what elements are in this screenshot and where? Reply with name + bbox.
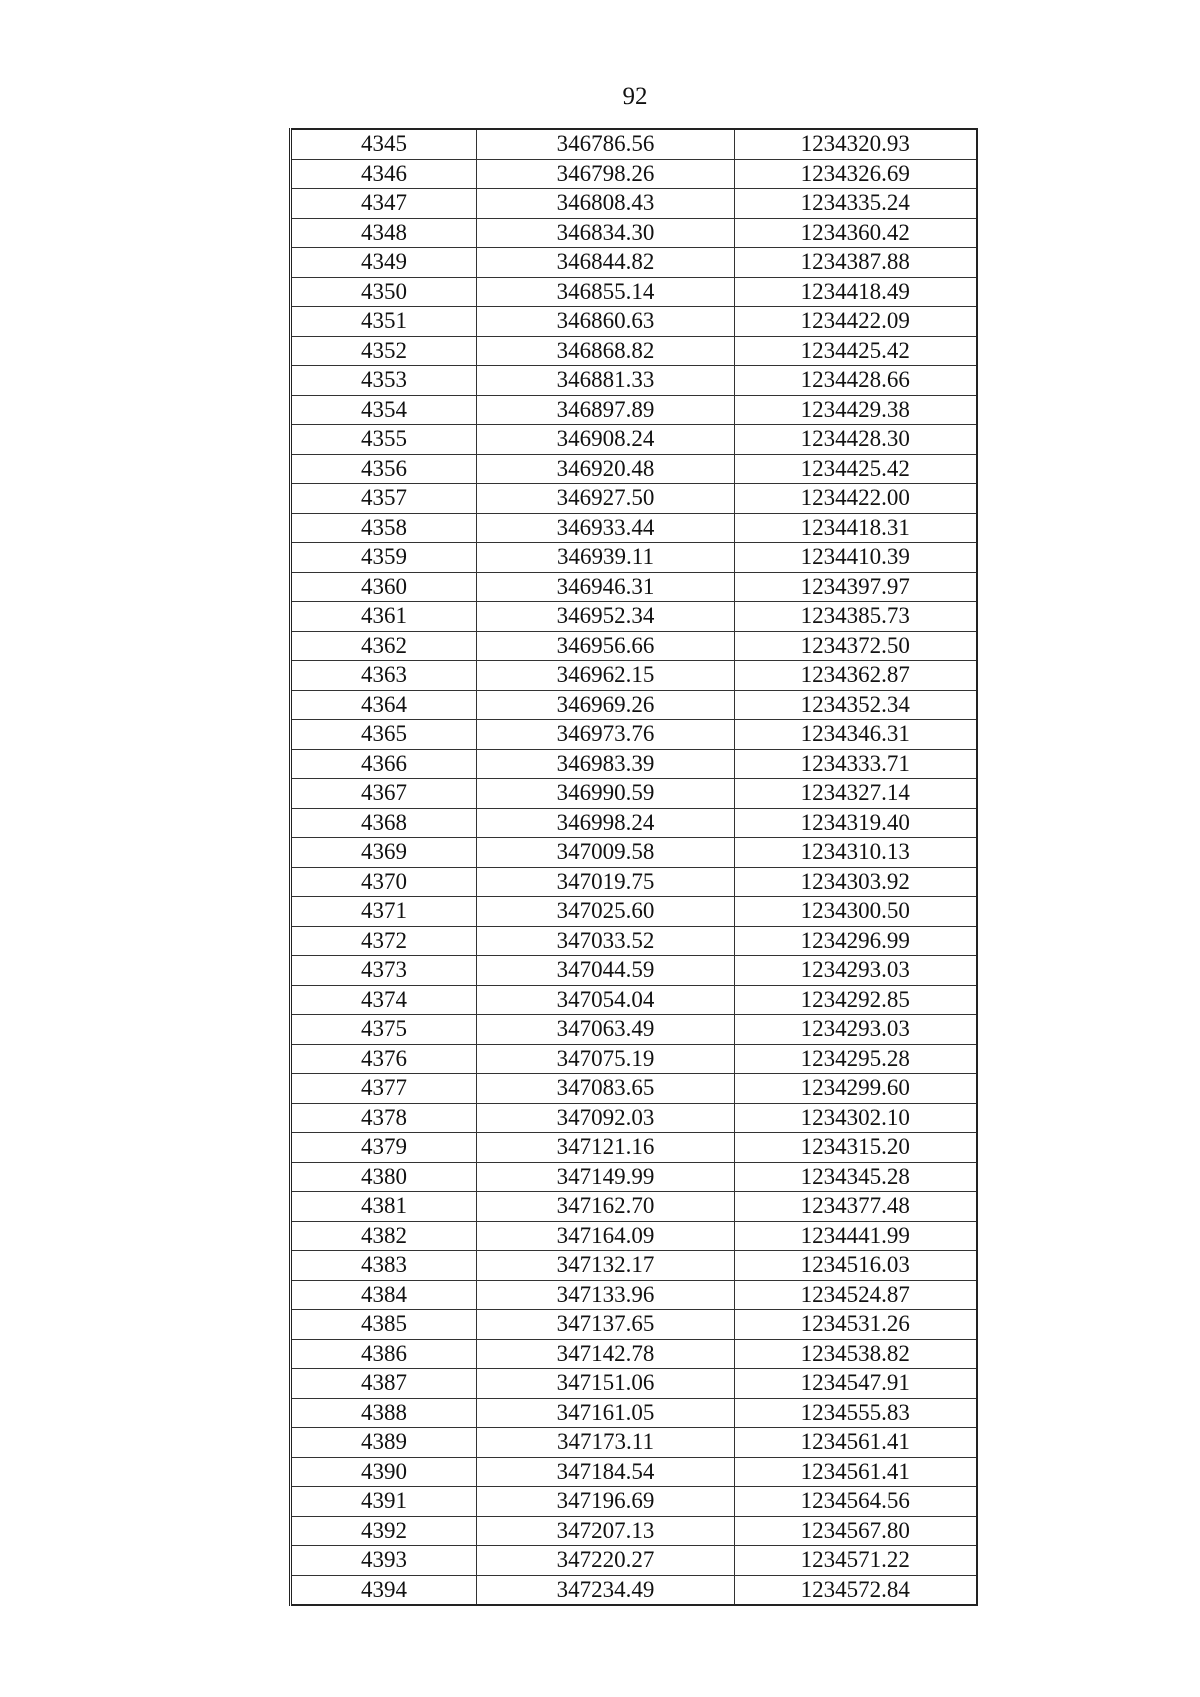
y-coordinate-cell: 1234397.97 (735, 572, 977, 602)
point-number-cell: 4353 (291, 366, 477, 396)
page-number: 92 (622, 83, 648, 110)
y-coordinate-cell: 1234302.10 (735, 1103, 977, 1133)
y-coordinate-cell: 1234571.22 (735, 1546, 977, 1576)
table-row (291, 1015, 977, 1045)
y-coordinate-cell: 1234561.41 (735, 1428, 977, 1458)
table-row (291, 897, 977, 927)
x-coordinate-cell: 347184.54 (477, 1457, 735, 1487)
x-coordinate-cell: 347063.49 (477, 1015, 735, 1045)
table-row (291, 1162, 977, 1192)
y-coordinate-cell: 1234538.82 (735, 1339, 977, 1369)
table-row (291, 454, 977, 484)
table-row (291, 1575, 977, 1605)
x-coordinate-cell: 347234.49 (477, 1575, 735, 1605)
table-row (291, 1221, 977, 1251)
y-coordinate-cell: 1234362.87 (735, 661, 977, 691)
table-row (291, 1310, 977, 1340)
table-row (291, 661, 977, 691)
point-number-cell: 4386 (291, 1339, 477, 1369)
point-number-cell: 4378 (291, 1103, 477, 1133)
table-row (291, 395, 977, 425)
x-coordinate-cell: 346946.31 (477, 572, 735, 602)
point-number-cell: 4369 (291, 838, 477, 868)
point-number-cell: 4352 (291, 336, 477, 366)
table-row (291, 690, 977, 720)
table-row (291, 1103, 977, 1133)
table-row (291, 720, 977, 750)
y-coordinate-cell: 1234299.60 (735, 1074, 977, 1104)
table-row (291, 1457, 977, 1487)
x-coordinate-cell: 347019.75 (477, 867, 735, 897)
table-row (291, 1133, 977, 1163)
point-number-cell: 4358 (291, 513, 477, 543)
table-row (291, 808, 977, 838)
y-coordinate-cell: 1234293.03 (735, 1015, 977, 1045)
x-coordinate-cell: 346897.89 (477, 395, 735, 425)
point-number-cell: 4375 (291, 1015, 477, 1045)
table-row (291, 572, 977, 602)
point-number-cell: 4374 (291, 985, 477, 1015)
point-number-cell: 4370 (291, 867, 477, 897)
x-coordinate-cell: 346920.48 (477, 454, 735, 484)
x-coordinate-cell: 347009.58 (477, 838, 735, 868)
x-coordinate-cell: 346973.76 (477, 720, 735, 750)
x-coordinate-cell: 347132.17 (477, 1251, 735, 1281)
point-number-cell: 4355 (291, 425, 477, 455)
x-coordinate-cell: 346998.24 (477, 808, 735, 838)
point-number-cell: 4376 (291, 1044, 477, 1074)
point-number-cell: 4368 (291, 808, 477, 838)
table-row (291, 1251, 977, 1281)
y-coordinate-cell: 1234564.56 (735, 1487, 977, 1517)
point-number-cell: 4351 (291, 307, 477, 337)
table-row (291, 1398, 977, 1428)
y-coordinate-cell: 1234410.39 (735, 543, 977, 573)
point-number-cell: 4391 (291, 1487, 477, 1517)
x-coordinate-cell: 347133.96 (477, 1280, 735, 1310)
table-row (291, 277, 977, 307)
y-coordinate-cell: 1234516.03 (735, 1251, 977, 1281)
table-row (291, 218, 977, 248)
y-coordinate-cell: 1234372.50 (735, 631, 977, 661)
table-row (291, 1339, 977, 1369)
point-number-cell: 4365 (291, 720, 477, 750)
x-coordinate-cell: 347162.70 (477, 1192, 735, 1222)
point-number-cell: 4362 (291, 631, 477, 661)
point-number-cell: 4359 (291, 543, 477, 573)
y-coordinate-cell: 1234567.80 (735, 1516, 977, 1546)
point-number-cell: 4350 (291, 277, 477, 307)
table-row (291, 484, 977, 514)
y-coordinate-cell: 1234531.26 (735, 1310, 977, 1340)
point-number-cell: 4354 (291, 395, 477, 425)
x-coordinate-cell: 346990.59 (477, 779, 735, 809)
table-row (291, 779, 977, 809)
y-coordinate-cell: 1234326.69 (735, 159, 977, 189)
x-coordinate-cell: 346983.39 (477, 749, 735, 779)
point-number-cell: 4379 (291, 1133, 477, 1163)
point-number-cell: 4381 (291, 1192, 477, 1222)
point-number-cell: 4367 (291, 779, 477, 809)
point-number-cell: 4385 (291, 1310, 477, 1340)
y-coordinate-cell: 1234293.03 (735, 956, 977, 986)
table-row (291, 425, 977, 455)
table-row (291, 189, 977, 219)
point-number-cell: 4393 (291, 1546, 477, 1576)
x-coordinate-cell: 346786.56 (477, 129, 735, 159)
point-number-cell: 4360 (291, 572, 477, 602)
point-number-cell: 4363 (291, 661, 477, 691)
x-coordinate-cell: 346908.24 (477, 425, 735, 455)
point-number-cell: 4348 (291, 218, 477, 248)
y-coordinate-cell: 1234300.50 (735, 897, 977, 927)
y-coordinate-cell: 1234310.13 (735, 838, 977, 868)
point-number-cell: 4356 (291, 454, 477, 484)
point-number-cell: 4384 (291, 1280, 477, 1310)
y-coordinate-cell: 1234377.48 (735, 1192, 977, 1222)
x-coordinate-cell: 346860.63 (477, 307, 735, 337)
x-coordinate-cell: 347044.59 (477, 956, 735, 986)
x-coordinate-cell: 346939.11 (477, 543, 735, 573)
y-coordinate-cell: 1234422.09 (735, 307, 977, 337)
y-coordinate-cell: 1234295.28 (735, 1044, 977, 1074)
point-number-cell: 4371 (291, 897, 477, 927)
y-coordinate-cell: 1234441.99 (735, 1221, 977, 1251)
coordinates-table-body (291, 129, 977, 1605)
point-number-cell: 4394 (291, 1575, 477, 1605)
x-coordinate-cell: 346881.33 (477, 366, 735, 396)
table-row (291, 307, 977, 337)
x-coordinate-cell: 347075.19 (477, 1044, 735, 1074)
x-coordinate-cell: 347121.16 (477, 1133, 735, 1163)
x-coordinate-cell: 347092.03 (477, 1103, 735, 1133)
point-number-cell: 4372 (291, 926, 477, 956)
x-coordinate-cell: 347033.52 (477, 926, 735, 956)
x-coordinate-cell: 346962.15 (477, 661, 735, 691)
point-number-cell: 4390 (291, 1457, 477, 1487)
table-row (291, 1546, 977, 1576)
x-coordinate-cell: 347173.11 (477, 1428, 735, 1458)
table-row (291, 602, 977, 632)
y-coordinate-cell: 1234327.14 (735, 779, 977, 809)
point-number-cell: 4346 (291, 159, 477, 189)
point-number-cell: 4357 (291, 484, 477, 514)
y-coordinate-cell: 1234428.30 (735, 425, 977, 455)
y-coordinate-cell: 1234360.42 (735, 218, 977, 248)
coordinates-table (289, 128, 978, 1606)
y-coordinate-cell: 1234315.20 (735, 1133, 977, 1163)
y-coordinate-cell: 1234303.92 (735, 867, 977, 897)
table-row (291, 129, 977, 159)
point-number-cell: 4392 (291, 1516, 477, 1546)
x-coordinate-cell: 347054.04 (477, 985, 735, 1015)
x-coordinate-cell: 347161.05 (477, 1398, 735, 1428)
table-row (291, 366, 977, 396)
table-row (291, 1192, 977, 1222)
point-number-cell: 4377 (291, 1074, 477, 1104)
point-number-cell: 4383 (291, 1251, 477, 1281)
y-coordinate-cell: 1234428.66 (735, 366, 977, 396)
table-row (291, 749, 977, 779)
table-row (291, 985, 977, 1015)
table-row (291, 926, 977, 956)
x-coordinate-cell: 347164.09 (477, 1221, 735, 1251)
y-coordinate-cell: 1234335.24 (735, 189, 977, 219)
x-coordinate-cell: 346834.30 (477, 218, 735, 248)
table-row (291, 159, 977, 189)
point-number-cell: 4388 (291, 1398, 477, 1428)
y-coordinate-cell: 1234418.31 (735, 513, 977, 543)
x-coordinate-cell: 347137.65 (477, 1310, 735, 1340)
table-row (291, 1280, 977, 1310)
point-number-cell: 4366 (291, 749, 477, 779)
x-coordinate-cell: 346844.82 (477, 248, 735, 278)
x-coordinate-cell: 347220.27 (477, 1546, 735, 1576)
point-number-cell: 4382 (291, 1221, 477, 1251)
point-number-cell: 4361 (291, 602, 477, 632)
point-number-cell: 4389 (291, 1428, 477, 1458)
x-coordinate-cell: 346798.26 (477, 159, 735, 189)
y-coordinate-cell: 1234296.99 (735, 926, 977, 956)
table-row (291, 838, 977, 868)
x-coordinate-cell: 347207.13 (477, 1516, 735, 1546)
x-coordinate-cell: 347142.78 (477, 1339, 735, 1369)
y-coordinate-cell: 1234572.84 (735, 1575, 977, 1605)
x-coordinate-cell: 346956.66 (477, 631, 735, 661)
y-coordinate-cell: 1234333.71 (735, 749, 977, 779)
y-coordinate-cell: 1234547.91 (735, 1369, 977, 1399)
x-coordinate-cell: 347083.65 (477, 1074, 735, 1104)
table-row (291, 336, 977, 366)
y-coordinate-cell: 1234320.93 (735, 129, 977, 159)
point-number-cell: 4373 (291, 956, 477, 986)
point-number-cell: 4364 (291, 690, 477, 720)
x-coordinate-cell: 346933.44 (477, 513, 735, 543)
table-row (291, 956, 977, 986)
table-row (291, 867, 977, 897)
y-coordinate-cell: 1234387.88 (735, 248, 977, 278)
table-row (291, 1516, 977, 1546)
y-coordinate-cell: 1234524.87 (735, 1280, 977, 1310)
y-coordinate-cell: 1234345.28 (735, 1162, 977, 1192)
x-coordinate-cell: 346855.14 (477, 277, 735, 307)
x-coordinate-cell: 347151.06 (477, 1369, 735, 1399)
y-coordinate-cell: 1234425.42 (735, 454, 977, 484)
table-row (291, 1369, 977, 1399)
x-coordinate-cell: 346952.34 (477, 602, 735, 632)
table-row (291, 631, 977, 661)
y-coordinate-cell: 1234346.31 (735, 720, 977, 750)
x-coordinate-cell: 347025.60 (477, 897, 735, 927)
point-number-cell: 4347 (291, 189, 477, 219)
x-coordinate-cell: 347149.99 (477, 1162, 735, 1192)
table-row (291, 1044, 977, 1074)
x-coordinate-cell: 347196.69 (477, 1487, 735, 1517)
y-coordinate-cell: 1234425.42 (735, 336, 977, 366)
x-coordinate-cell: 346927.50 (477, 484, 735, 514)
table-row (291, 1487, 977, 1517)
y-coordinate-cell: 1234422.00 (735, 484, 977, 514)
y-coordinate-cell: 1234561.41 (735, 1457, 977, 1487)
table-row (291, 248, 977, 278)
y-coordinate-cell: 1234292.85 (735, 985, 977, 1015)
point-number-cell: 4387 (291, 1369, 477, 1399)
y-coordinate-cell: 1234385.73 (735, 602, 977, 632)
y-coordinate-cell: 1234418.49 (735, 277, 977, 307)
point-number-cell: 4349 (291, 248, 477, 278)
x-coordinate-cell: 346808.43 (477, 189, 735, 219)
table-row (291, 1074, 977, 1104)
y-coordinate-cell: 1234319.40 (735, 808, 977, 838)
y-coordinate-cell: 1234555.83 (735, 1398, 977, 1428)
y-coordinate-cell: 1234352.34 (735, 690, 977, 720)
x-coordinate-cell: 346868.82 (477, 336, 735, 366)
point-number-cell: 4380 (291, 1162, 477, 1192)
y-coordinate-cell: 1234429.38 (735, 395, 977, 425)
table-row (291, 1428, 977, 1458)
table-row (291, 543, 977, 573)
x-coordinate-cell: 346969.26 (477, 690, 735, 720)
table-row (291, 513, 977, 543)
point-number-cell: 4345 (291, 129, 477, 159)
